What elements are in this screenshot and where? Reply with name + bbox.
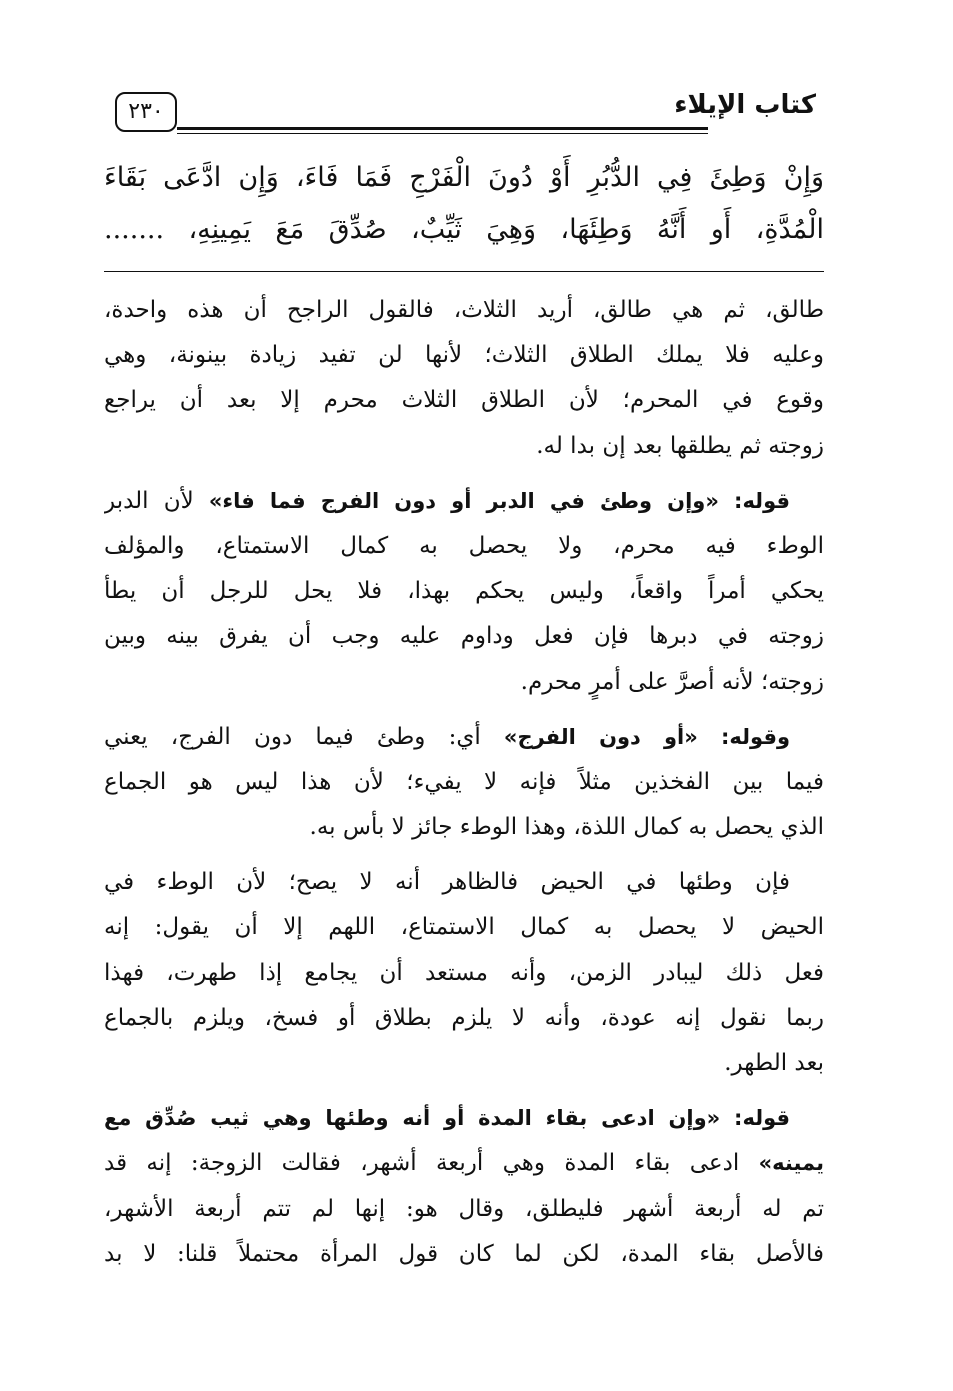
text-line: فالأصل بقاء المدة، لكن لما كان قول المرأة محتملاً قلنا: لا بد [104,1240,824,1267]
quoted-matn: قوله: «وإن وطئ في الدبر أو دون الفرج فما فاء» [208,488,790,513]
text-line: بعد الطهر. [724,1050,824,1076]
text-line: وقوع في المحرم؛ لأن الطلاق الثلاث محرم إلا بعد أن يراجع [104,387,824,414]
page-header [104,82,824,140]
text-line: فإن وطئها في الحيض فالظاهر أنه لا يصح؛ لأن الوطء في [104,869,790,896]
quoted-matn: وقوله: «أو دون الفرج» [503,724,790,749]
quoted-matn: يمينه» [758,1151,824,1176]
text-line: طالق، ثم هي طالق، أريد الثلاث، فالقول الراجح أن هذه واحدة، [104,297,824,323]
commentary [104,288,824,1287]
paragraph [104,860,824,1086]
header-rule [177,127,708,130]
text-line: يمينه» ادعى بقاء المدة وهي أربعة أشهر، فقالت الزوجة: إنه قد [104,1150,824,1177]
paragraph [104,715,824,851]
text-line: زوجته في دبرها فإن فعل وداوم عليه وجب أن يفرق بينه وبين [104,623,824,650]
paragraph [104,1096,824,1277]
quoted-matn: قوله: «وإن ادعى بقاء المدة أو أنه وطئها وهي ثيب صُدِّق مع [104,1106,790,1131]
text-line: يحكي أمراً واقعاً، وليس يحكم بهذا، فلا يحل للرجل أن يطأ [104,578,824,605]
matn-text [104,152,824,256]
text-line: فيما بين الفخذين مثلاً فإنه لا يفيء؛ لأن هذا ليس هو الجماع [104,768,824,795]
paragraph [104,288,824,469]
text-line: تم له أربعة أشهر فليطلق، وقال هو: إنها لم تتم أربعة الأشهر، [104,1195,824,1222]
matn-divider [104,271,824,272]
text-line: زوجته؛ لأنه أصرَّ على أمرٍ محرم. [520,668,824,695]
text-line: الوطء فيه محرم، ولا يحصل به كمال الاستمتاع، والمؤلف [104,532,824,559]
matn-line: وَإِنْ وَطِئَ فِي الدُّبُرِ أَوْ دُونَ الْفَرْجِ فَمَا فَاءَ، وَإِن ادَّعَى بَقَاءَ [104,162,824,193]
paragraph [104,479,824,705]
matn-line: الْمُدَّةِ، أَو أَنَّهُ وَطِئَهَا، وَهِيَ ثَيِّبٌ، صُدِّقَ مَعَ يَمِينِهِ، ....... [104,214,824,245]
book-title: كتاب الإيلاء [674,90,816,120]
text-line [104,1096,824,1141]
text-line: ربما نقول إنه عودة، وأنه لا يلزم بطلاق أو فسخ، ويلزم بالجماع [104,1004,824,1031]
text-line: قوله: «وإن وطئ في الدبر أو دون الفرج فما فاء» لأن الدبر [104,487,790,514]
text-line: الحيض لا يحصل به كمال الاستمتاع، اللهم إلا أن يقول: إنه [104,914,824,941]
text-line: وقوله: «أو دون الفرج» أي: وطئ فيما دون الفرج، يعني [104,723,790,750]
text-line: فعل ذلك ليبادر الزمن، وأنه مستعد أن يجامع إذا طهرت، فهذا [104,959,824,986]
page-number: ٢٣٠ [115,92,177,132]
header-rule-thin [177,133,708,134]
text-line: زوجته ثم يطلقها بعد إن بدا له. [536,432,824,459]
text-line: الذي يحصل به كمال اللذة، وهذا الوطء جائز لا بأس به. [309,814,824,841]
text-line: وعليه فلا يملك الطلاق الثلاث؛ لأنها لن تفيد زيادة بينونة، وهي [104,342,824,369]
